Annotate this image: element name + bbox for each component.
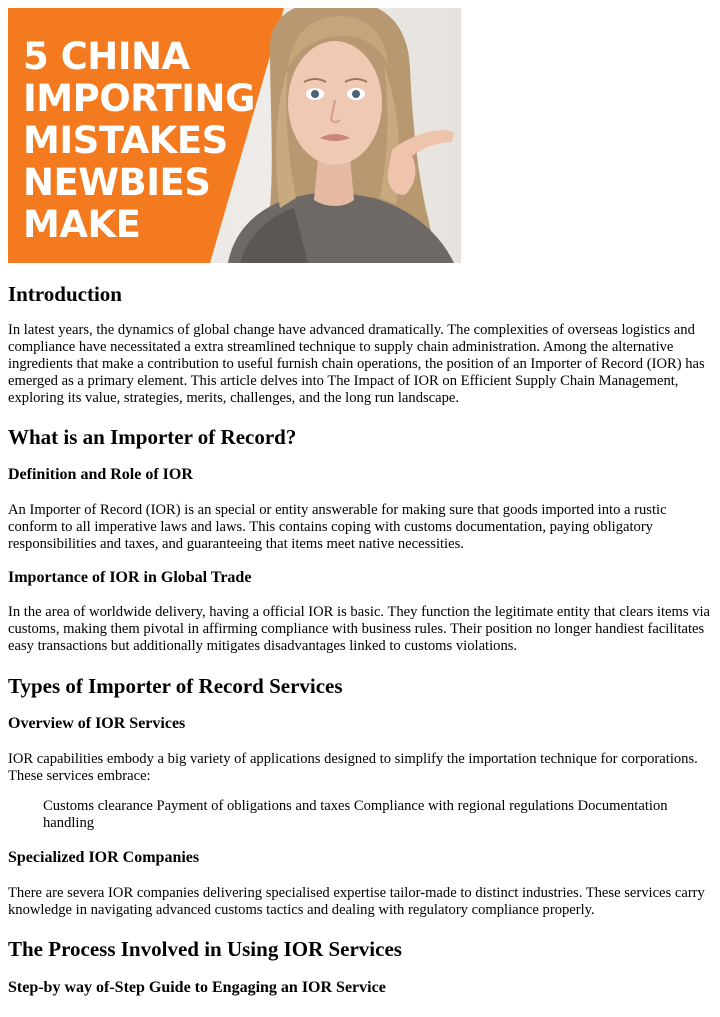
types-heading: Types of Importer of Record Services — [8, 674, 343, 698]
importance-heading: Importance of IOR in Global Trade — [8, 569, 252, 586]
overview-heading: Overview of IOR Services — [8, 715, 186, 732]
hero-headline: 5 CHINA IMPORTING MISTAKES NEWBIES MAKE — [23, 35, 255, 246]
importance-paragraph: In the area of worldwide delivery, having a official IOR is basic. They function the legitimate entity that clears items via customs, making them pivotal in affirming compliance with business rules. Their position no longer handiest facilitates easy transactions but additionally mitigates disadvantages linked to customs violations. — [8, 604, 711, 654]
specialized-heading: Specialized IOR Companies — [8, 849, 200, 866]
specialized-paragraph: There are severa IOR companies delivering specialised expertise tailor-made to distinct industries. These services carry knowledge in navigating advanced customs tactics and dealing with regulatory compliance properly. — [8, 885, 705, 918]
intro-paragraph: In latest years, the dynamics of global change have advanced dramatically. The complexities of overseas logistics and compliance have necessitated a extra streamlined technique to supply chain administration. Among the alternative ingredients that make a contribution to useful furnish chain operations, the position of an Importer of Record (IOR) has emerged as a primary element. This article delves into The Impact of IOR on Efficient Supply Chain Management, exploring its value, strategies, merits, challenges, and the long run landscape. — [8, 322, 705, 406]
intro-heading: Introduction — [8, 282, 122, 306]
services-list: Customs clearance Payment of obligations and taxes Compliance with regional regulations Documentation handling — [43, 798, 668, 831]
overview-paragraph: IOR capabilities embody a big variety of applications designed to simplify the importation technique for corporations. These services embrace: — [8, 751, 698, 784]
definition-heading: Definition and Role of IOR — [8, 466, 193, 483]
steps-heading: Step-by way of-Step Guide to Engaging an IOR Service — [8, 979, 386, 996]
hero-image — [8, 8, 461, 263]
what-is-ior-heading: What is an Importer of Record? — [8, 425, 297, 449]
definition-paragraph: An Importer of Record (IOR) is an special or entity answerable for making sure that goods imported into a rustic conform to all imperative laws and laws. This contains coping with customs documentation, paying obligatory responsibilities and taxes, and guaranteeing that items meet native necessities. — [8, 502, 667, 552]
process-heading: The Process Involved in Using IOR Services — [8, 937, 402, 961]
